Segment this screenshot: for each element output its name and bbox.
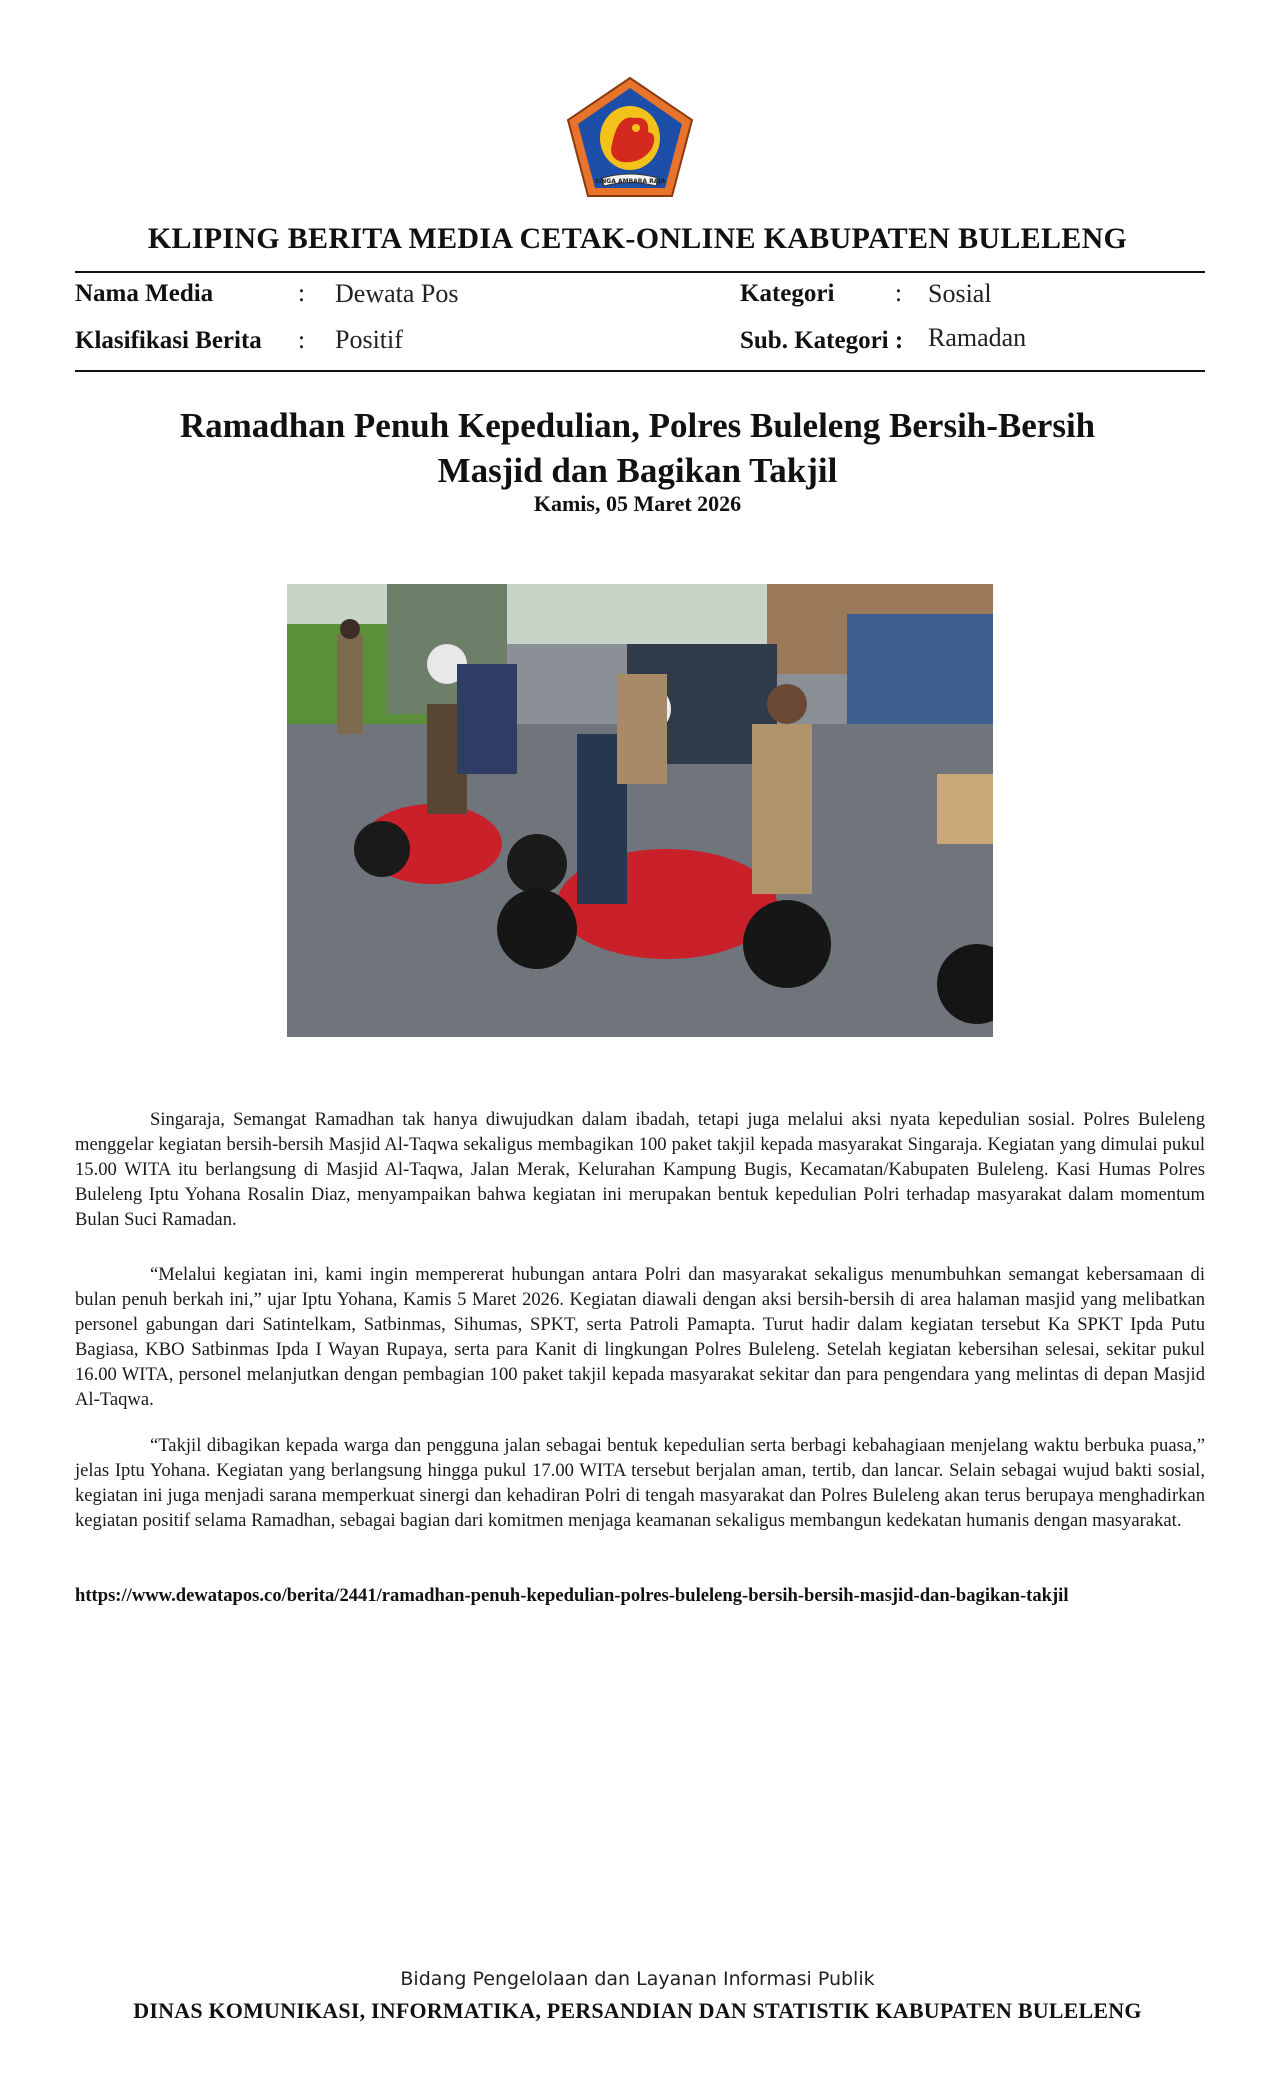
- category-label: Kategori: [740, 280, 835, 307]
- article-photo: [287, 584, 993, 1037]
- category-value: Sosial: [928, 279, 992, 308]
- source-url-link[interactable]: https://www.dewatapos.co/berita/2441/ramadhan-penuh-kepedulian-polres-buleleng-bersih-bersih-masjid-dan-bagikan-takjil: [75, 1585, 1069, 1606]
- regency-emblem-logo: [562, 74, 698, 202]
- media-name-colon: :: [298, 280, 305, 307]
- sub-category-value: Ramadan: [928, 323, 1027, 352]
- clipping-header-title: KLIPING BERITA MEDIA CETAK-ONLINE KABUPATEN BULELENG: [147, 222, 1128, 255]
- article-title-line-1: Ramadhan Penuh Kepedulian, Polres Buleleng Bersih-Bersih: [179, 406, 1096, 445]
- footer-subtitle: Bidang Pengelolaan dan Layanan Informasi Publik: [400, 1968, 875, 1990]
- media-name-value: Dewata Pos: [335, 279, 459, 308]
- article-title-line-2: Masjid dan Bagikan Takjil: [437, 451, 838, 490]
- article-date: Kamis, 05 Maret 2026: [533, 491, 742, 516]
- media-name-label: Nama Media: [75, 280, 214, 307]
- divider-bottom: [75, 370, 1205, 372]
- article-paragraph-2: “Melalui kegiatan ini, kami ingin mempererat hubungan antara Polri dan masyarakat sekaligus menumbuhkan semangat kebersamaan di bulan penuh berkah ini,” ujar Iptu Yohana, Kamis 5 Maret 2026. Kegiatan diawali dengan aksi bersih-bersih di area halaman masjid yang melibatkan personel gabungan dari Satintelkam, Satbinmas, Sihumas, SPKT, serta Patroli Pamapta. Turut hadir dalam kegiatan tersebut Ka SPKT Ipda Putu Bagiasa, KBO Satbinmas Ipda I Wayan Rupaya, serta para Kanit di lingkungan Polres Buleleng. Setelah kegiatan kebersihan selesai, sekitar pukul 16.00 WITA, personel melanjutkan dengan pembagian 100 paket takjil kepada masyarakat sekitar dan para pengendara yang melintas di depan Masjid Al-Taqwa.: [75, 1264, 1205, 1410]
- divider-top: [75, 271, 1205, 273]
- classification-colon: :: [298, 327, 305, 354]
- article-title: [120, 403, 1155, 493]
- footer-agency-title: DINAS KOMUNIKASI, INFORMATIKA, PERSANDIAN DAN STATISTIK KABUPATEN BULELENG: [133, 1998, 1142, 2023]
- emblem-motto-text: SINGA AMBARA RAJA: [594, 178, 666, 185]
- sub-category-label: Sub. Kategori :: [740, 327, 904, 354]
- article-paragraph-1: Singaraja, Semangat Ramadhan tak hanya diwujudkan dalam ibadah, tetapi juga melalui aksi nyata kepedulian sosial. Polres Buleleng menggelar kegiatan bersih-bersih Masjid Al-Taqwa sekaligus membagikan 100 paket takjil kepada masyarakat Singaraja. Kegiatan yang dimulai pukul 15.00 WITA itu berlangsung di Masjid Al-Taqwa, Jalan Merak, Kelurahan Kampung Bugis, Kecamatan/Kabupaten Buleleng. Kasi Humas Polres Buleleng Iptu Yohana Rosalin Diaz, menyampaikan bahwa kegiatan ini merupakan bentuk kepedulian Polri terhadap masyarakat dalam momentum Bulan Suci Ramadan.: [75, 1109, 1205, 1230]
- article-paragraph-3: “Takjil dibagikan kepada warga dan pengguna jalan sebagai bentuk kepedulian serta berbagi kebahagiaan menjelang waktu berbuka puasa,” jelas Iptu Yohana. Kegiatan yang berlangsung hingga pukul 17.00 WITA tersebut berjalan aman, tertib, dan lancar. Selain sebagai wujud bakti sosial, kegiatan ini juga menjadi sarana memperkuat sinergi dan kehadiran Polri di tengah masyarakat dan Polres Buleleng akan terus berupaya menghadirkan kegiatan positif selama Ramadhan, sebagai bagian dari komitmen menjaga keamanan sekaligus membangun kedekatan humanis dengan masyarakat.: [75, 1435, 1205, 1531]
- classification-value: Positif: [335, 325, 403, 354]
- classification-label: Klasifikasi Berita: [75, 327, 262, 354]
- category-colon: :: [895, 280, 902, 307]
